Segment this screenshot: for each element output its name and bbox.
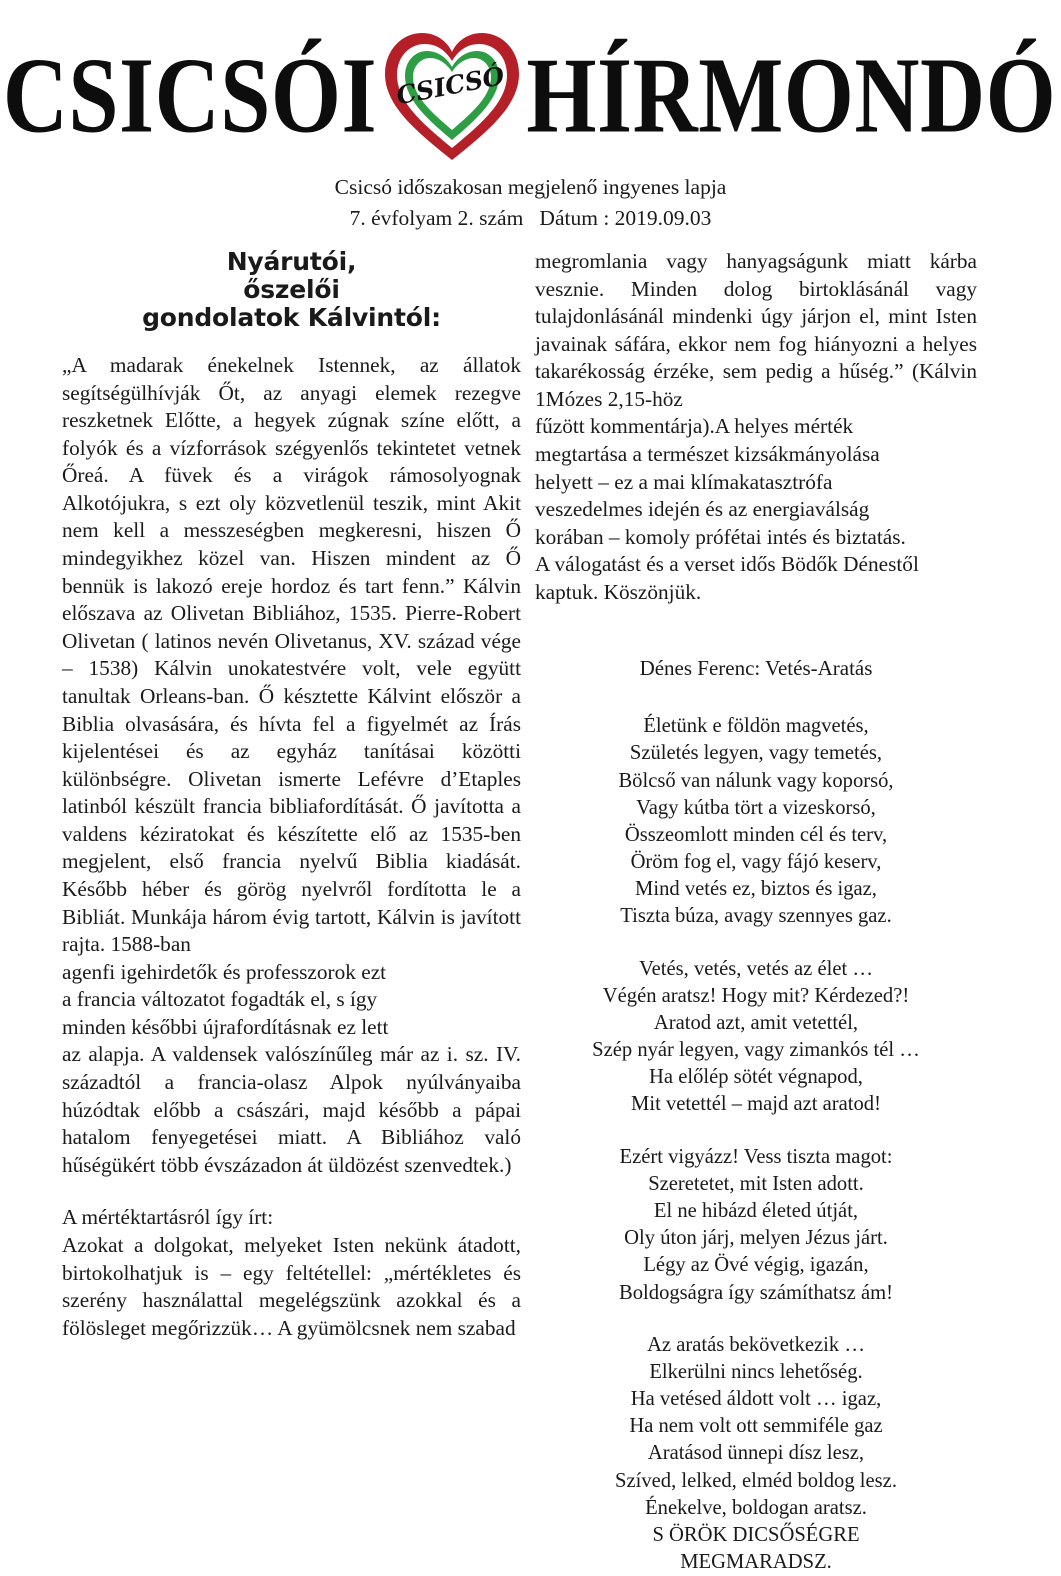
article-headline — [62, 248, 521, 332]
poem-line: Vagy kútba tört a vizeskorsó, — [636, 796, 876, 819]
poem-line: Tiszta búza, avagy szennyes gaz. — [620, 905, 892, 928]
csicso-heart-logo-icon — [377, 20, 527, 170]
right-paragraph-1: megromlania vagy hanyagságunk miatt kárba vesznie. Minden dolog birtoklásánál vagy tulajdonlásánál mindenki úgy járjon el, mint Isten javainak sáfára, ekkor nem fog hiányozni a helyes takarékosság érzéke, sem pedig a hűség.” (Kálvin 1Mózes 2,15-höz — [535, 249, 977, 411]
left-column — [62, 248, 521, 1576]
poem-line: Mind vetés ez, biztos és igaz, — [635, 878, 877, 901]
right-paragraph-1-line-e: korában – komoly prófétai intés és biztatás. — [535, 524, 906, 549]
poem-stanza — [535, 956, 977, 1119]
masthead-issue-line: 7. évfolyam 2. szám Dátum : 2019.09.03 — [349, 205, 712, 230]
masthead — [0, 0, 1061, 233]
poem-stanza — [535, 713, 977, 930]
poem-line: Elkerülni nincs lehetőség. — [649, 1360, 863, 1383]
article-paragraph-2-intro: A mértéktartásról így írt: — [62, 1205, 274, 1230]
poem-line: Mit vetettél – majd azt aratod! — [631, 1093, 881, 1116]
poem-line: Boldogságra így számíthatsz ám! — [619, 1281, 893, 1304]
poem-line: Ezért vigyázz! Vess tiszta magot: — [619, 1145, 893, 1168]
poem-line: Énekelve, boldogan aratsz. — [645, 1496, 867, 1519]
right-paragraph-1-line-b: megtartása a természet kizsákmányolása — [535, 442, 880, 467]
poem-block — [535, 655, 977, 1576]
right-column — [535, 248, 977, 1576]
poem-line: Aratod azt, amit vetettél, — [653, 1011, 859, 1034]
headline-line-2: őszelői — [243, 275, 340, 304]
masthead-title-left: CSICSÓI — [3, 34, 378, 156]
poem-stanzas — [535, 713, 977, 1576]
article-paragraph-1-line-a: agenfi igehirdetők és professzorok ezt — [62, 959, 387, 984]
poem-line: S ÖRÖK DICSŐSÉGRE — [652, 1523, 860, 1546]
poem-line: Születés legyen, vagy temetés, — [629, 742, 883, 765]
poem-line: Végén aratsz! Hogy mit? Kérdezed?! — [602, 984, 910, 1007]
poem-line: Légy az Övé végig, igazán, — [643, 1254, 869, 1277]
poem-line: Életünk e földön magvetés, — [643, 715, 869, 738]
masthead-subtitle-block — [0, 172, 1061, 233]
poem-stanza — [535, 1332, 977, 1576]
right-paragraph-1-line-d: veszedelmes idején és az energiaválság — [535, 497, 870, 522]
poem-line: Összeomlott minden cél és terv, — [624, 823, 888, 846]
poem-line: Szép nyár legyen, vagy zimankós tél … — [592, 1039, 920, 1062]
poem-line: Szíved, lelked, elméd boldog lesz. — [615, 1469, 897, 1492]
poem-stanza — [535, 1144, 977, 1307]
article-columns — [62, 248, 977, 1576]
masthead-title-right: HÍRMONDÓ — [526, 34, 1057, 156]
article-paragraph-1-line-c: minden későbbi újrafordításnak ez lett — [62, 1014, 389, 1039]
poem-line: Oly úton járj, melyen Jézus járt. — [624, 1227, 888, 1250]
poem-line: MEGMARADSZ. — [680, 1551, 832, 1574]
headline-line-3: gondolatok Kálvintól: — [142, 303, 441, 332]
right-paragraph-1-line-a: fűzött kommentárja).A helyes mérték — [535, 414, 854, 439]
masthead-title-row — [0, 34, 1061, 156]
right-paragraph-1-line-g: kaptuk. Köszönjük. — [535, 579, 702, 604]
right-paragraph-1-line-c: helyett – ez a mai klímakatasztrófa — [535, 469, 833, 494]
poem-line: Öröm fog el, vagy fájó keserv, — [630, 851, 882, 874]
poem-title: Dénes Ferenc: Vetés-Aratás — [639, 655, 873, 680]
article-paragraph-1-line-b: a francia változatot fogadták el, s így — [62, 987, 378, 1012]
article-paragraph-1: „A madarak énekelnek Istennek, az állatok segítségülhívják Őt, az anyagi elemek rezegve reszketnek Előtte, a hegyek zúgnak színe előtt, a folyók és a vízforrások szégyenlős tekintetet vetnek Őreá. A füvek és a virágok rámosolyognak Alkotójukra, s ezt oly közvetlenül teszik, mint Akit nem kell a messzeségben megkeresni, hiszen Ő mindegyikhez közel van. Hiszen mindent az Ő bennük is lakozó ereje hordoz és tart fenn.” Kálvin előszava az Olivetan Bibliához, 1535. Pierre-Robert Olivetan ( latinos nevén Olivetanus, XV. század vége – 1538) Kálvin unokatestvére volt, vele együtt tanultak Orleans-ban. Ő késztette Kálvint először a Biblia olvasására, és hívta fel a figyelmét az Írás kijelentései és az egyház tanításai közötti különbségre. Olivetan ismerte Lefévre d’Etaples latinból készült francia bibliafordítását. Ő javította a valdens kéziratokat és készítette elő az 1535-ben megjelent, első francia nyelvű Biblia kiadását. Később héber és görög nyelvről fordította le a Bibliát. Munkája három évig tartott, Kálvin is javított rajta. 1588-ban — [62, 353, 521, 957]
masthead-tagline: Csicsó időszakosan megjelenő ingyenes lapja — [334, 175, 727, 199]
poem-line: Aratásod ünnepi dísz lesz, — [647, 1442, 865, 1465]
poem-line: Ha előlép sötét végnapod, — [649, 1066, 863, 1089]
poem-line: Az aratás bekövetkezik … — [647, 1333, 865, 1356]
poem-line: Vetés, vetés, vetés az élet … — [639, 957, 873, 980]
paragraph-spacer — [62, 1179, 521, 1204]
poem-line: Ha vetésed áldott volt … igaz, — [630, 1388, 882, 1411]
poem-line: El ne hibázd életed útját, — [653, 1199, 859, 1222]
poem-line: Szeretetet, mit Isten adott. — [648, 1172, 864, 1195]
article-paragraph-2: Azokat a dolgokat, melyeket Isten nekünk átadott, birtokolhatjuk is – egy feltétellel: „mértékletes és szerény használattal megelégszünk azokkal és a fölösleget megőrizzük… A gyümölcsnek nem szabad — [62, 1232, 521, 1340]
article-paragraph-1-rest: az alapja. A valdensek valószínűleg már az i. sz. IV. századtól a francia-olasz Alpok nyúlványaiba húzódtak előbb a császári, majd később a pápai hatalom fenyegetései miatt. A Bibliához való hűségükért több évszázadon át üldözést szenvedtek.) — [62, 1042, 521, 1177]
svg-text:CSICSÓ: CSICSÓ — [394, 60, 507, 111]
right-paragraph-1-line-f: A válogatást és a verset idős Bödők Dénestől — [535, 552, 919, 577]
headline-line-1: Nyárutói, — [226, 247, 357, 276]
poem-line: Ha nem volt ott semmiféle gaz — [629, 1415, 883, 1438]
poem-line: Bölcső van nálunk vagy koporsó, — [618, 769, 894, 792]
